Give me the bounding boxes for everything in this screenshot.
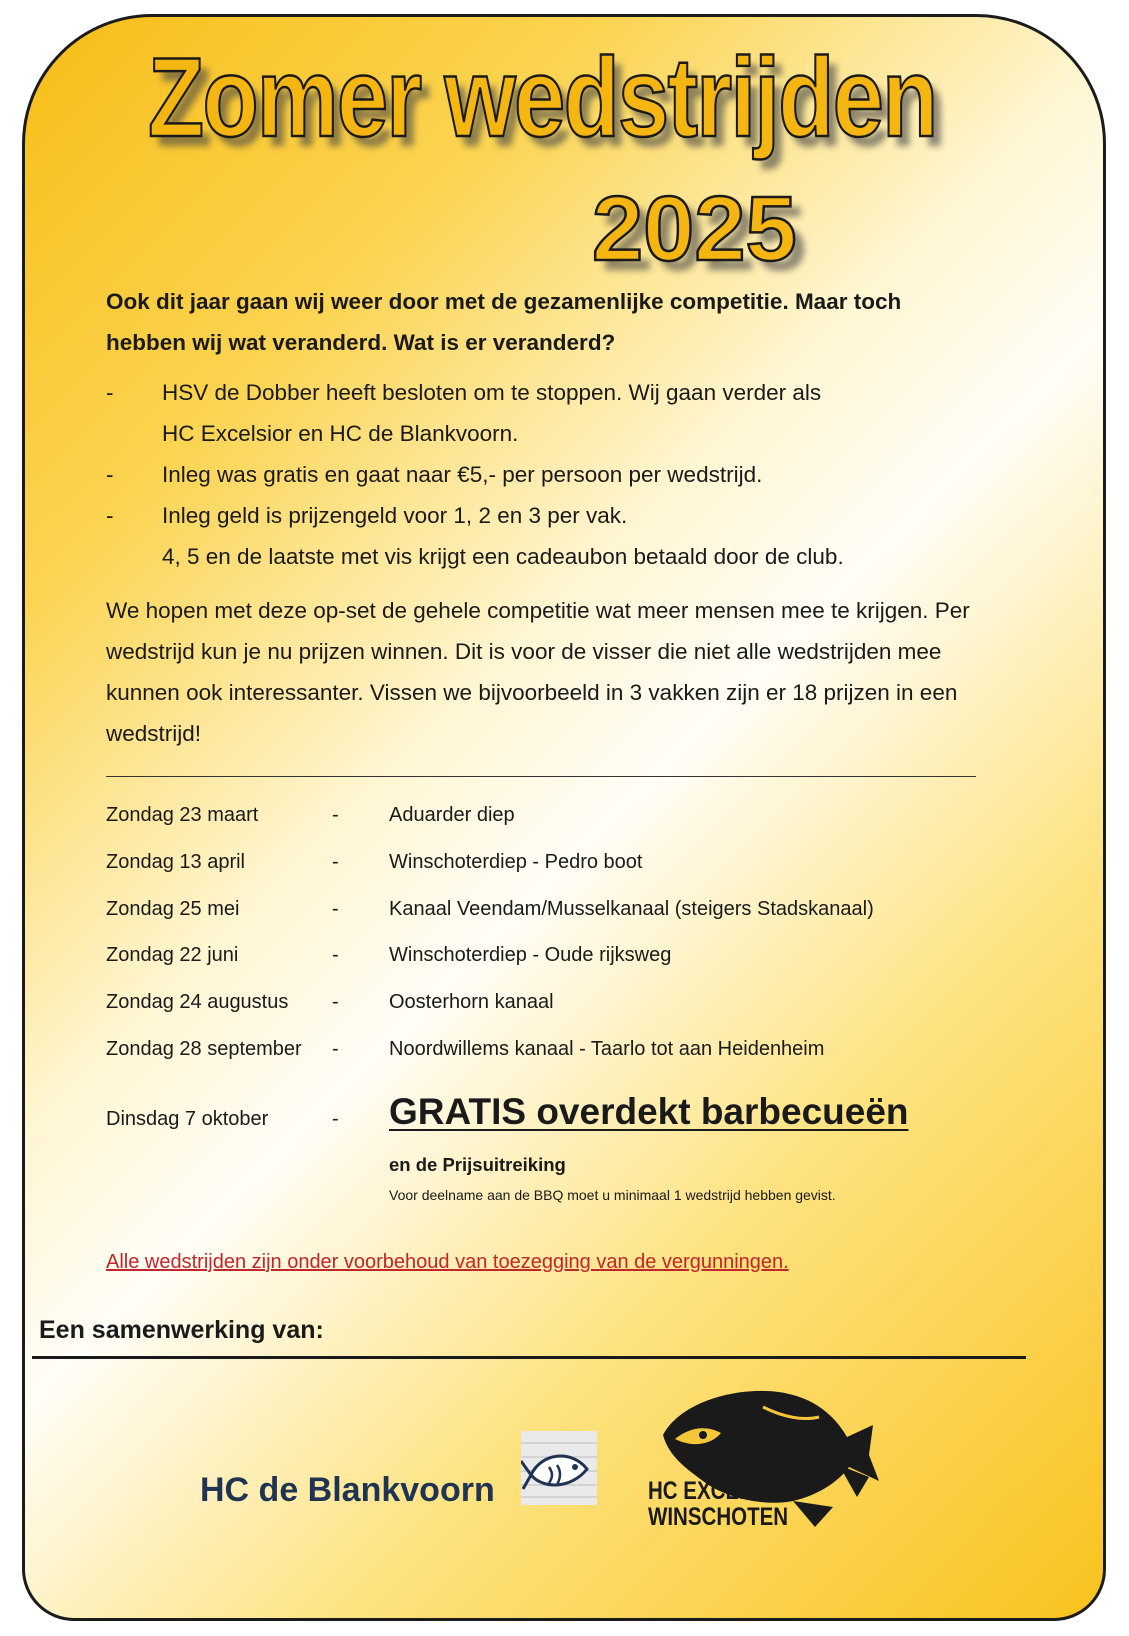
fish-icon: [521, 1431, 597, 1505]
schedule-location: Winschoterdiep - Pedro boot: [389, 851, 643, 873]
excelsior-logo-text: [648, 1478, 802, 1530]
intro-text: Ook dit jaar gaan wij weer door met de gezamenlijke competitie. Maar toch hebben wij wat veranderd. Wat is er veranderd?: [106, 289, 902, 355]
bullet-text: HSV de Dobber heeft besloten om te stoppen. Wij gaan verder als HC Excelsior en HC de Blankvoorn.: [162, 380, 822, 446]
cooperation-divider: [32, 1356, 1026, 1359]
poster-title: Zomer wedstrijden: [148, 35, 937, 160]
cooperation-label: Een samenwerking van:: [39, 1316, 324, 1344]
schedule-row: [106, 987, 986, 1017]
schedule-row: [106, 894, 986, 924]
schedule-date: Zondag 23 maart: [106, 804, 259, 826]
schedule-separator: -: [332, 944, 339, 966]
poster-year: 2025: [592, 178, 797, 280]
schedule-date: Zondag 22 juni: [106, 944, 239, 966]
schedule-location: Kanaal Veendam/Musselkanaal (steigers Stadskanaal): [389, 898, 874, 920]
excelsior-line-2: WINSCHOTEN: [648, 1503, 789, 1531]
schedule-row: [106, 800, 986, 830]
explanation-paragraph: We hopen met deze op-set de gehele competitie wat meer mensen mee te krijgen. Per wedstrijd kun je nu prijzen winnen. Dit is voor de visser die niet alle wedstrijden mee kunnen ook interessanter. Vissen we bijvoorbeeld in 3 vakken zijn er 18 prijzen in een wedstrijd!: [106, 598, 970, 746]
blankvoorn-logo-text: HC de Blankvoorn: [200, 1471, 495, 1509]
schedule-separator: -: [332, 898, 339, 920]
schedule-location: Aduarder diep: [389, 804, 515, 826]
bbq-note: Voor deelname aan de BBQ moet u minimaal 1 wedstrijd hebben gevist.: [389, 1187, 836, 1203]
schedule-row: [106, 940, 986, 970]
permit-warning: Alle wedstrijden zijn onder voorbehoud van toezegging van de vergunningen.: [106, 1251, 789, 1273]
schedule-separator: -: [332, 1108, 339, 1130]
schedule-location: Oosterhorn kanaal: [389, 991, 554, 1013]
bullet-dash: -: [106, 380, 114, 405]
bbq-headline: GRATIS overdekt barbecueën: [389, 1091, 909, 1132]
schedule-separator: -: [332, 991, 339, 1013]
bullet-text: Inleg geld is prijzengeld voor 1, 2 en 3 per vak. 4, 5 en de laatste met vis krijgt een cadeaubon betaald door de club.: [162, 503, 844, 569]
schedule-date: Zondag 28 september: [106, 1038, 302, 1060]
schedule-location: Noordwillems kanaal - Taarlo tot aan Heidenheim: [389, 1038, 825, 1060]
schedule-separator: -: [332, 1038, 339, 1060]
schedule-date: Zondag 24 augustus: [106, 991, 289, 1013]
schedule-separator: -: [332, 804, 339, 826]
schedule-date: Zondag 13 april: [106, 851, 245, 873]
bullet-text: Inleg was gratis en gaat naar €5,- per persoon per wedstrijd.: [162, 462, 763, 487]
schedule-separator: -: [332, 851, 339, 873]
bullet-dash: -: [106, 503, 114, 528]
schedule-row: [106, 1034, 986, 1064]
schedule-date: Zondag 25 mei: [106, 898, 240, 920]
excelsior-line-1: HC EXCELSIOR: [648, 1477, 802, 1505]
section-divider: [106, 776, 976, 777]
bbq-subline: en de Prijsuitreiking: [389, 1154, 566, 1175]
schedule-row: [106, 847, 986, 877]
schedule-location: Winschoterdiep - Oude rijksweg: [389, 944, 672, 966]
schedule-date: Dinsdag 7 oktober: [106, 1108, 269, 1130]
bullet-dash: -: [106, 462, 114, 487]
